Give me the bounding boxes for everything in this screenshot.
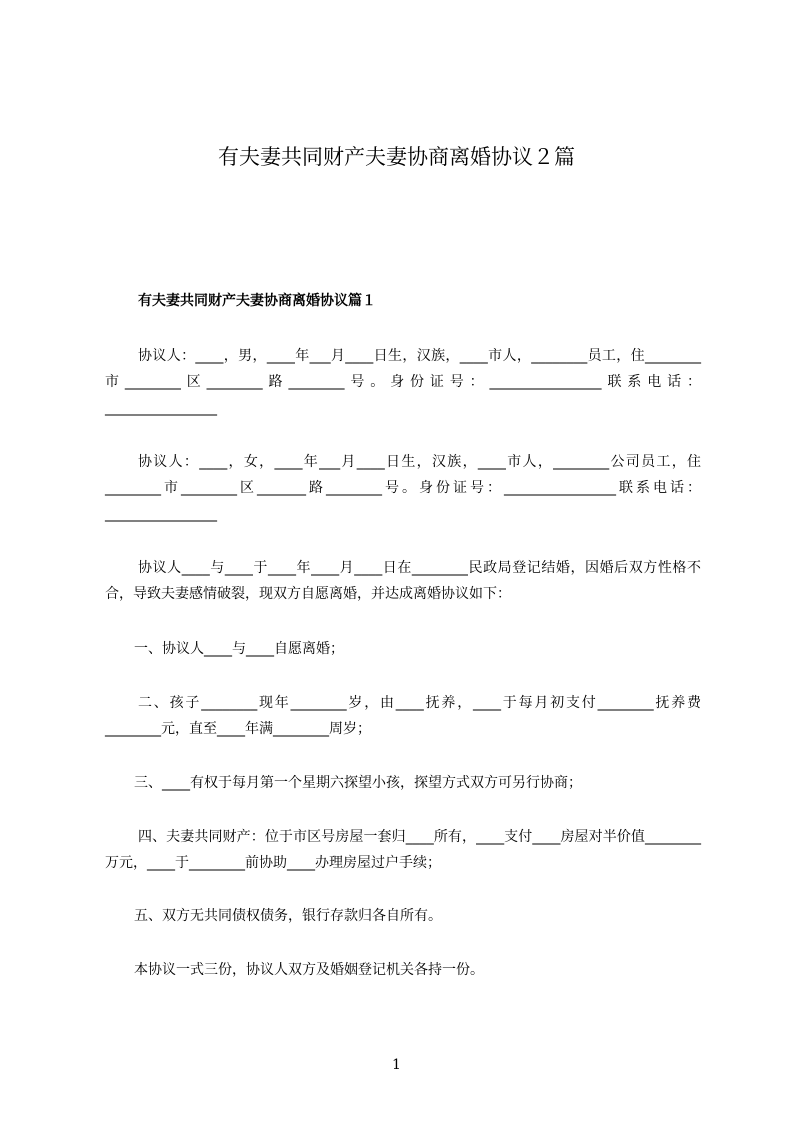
document-title: 有夫妻共同财产夫妻协商离婚协议２篇 (218, 145, 575, 169)
paragraph-copies: 本协议一式三份，协议人双方及婚姻登记机关各持一份。 (134, 962, 484, 978)
paragraph-marriage-info: 协议人____与____于____年____月____日在________民政局登记结婚，因婚后双方性格不合，导致夫妻感情破裂，现双方自愿离婚，并达成离婚协议如下： (105, 560, 701, 602)
paragraph-clause-4: 四、夫妻共同财产：位于市区号房屋一套归____所有，____支付____房屋对半价值________万元，____于________前协助____办理房屋过户手续； (105, 829, 701, 871)
paragraph-clause-2: 二、孩子________现年________岁，由____抚养，____于每月初支付________抚养费________元，直至____年满________周岁； (105, 695, 701, 737)
page-number: 1 (392, 1057, 401, 1073)
paragraph-clause-1: 一、协议人____与____自愿离婚； (134, 641, 344, 657)
section-heading: 有夫妻共同财产夫妻协商离婚协议篇１ (138, 293, 376, 309)
paragraph-party-one: 协议人：____，男，____年___月____日生，汉族，____市人，________员工，住________市________区________路________号。身份证号：________________联系电话：________________ (105, 348, 701, 416)
paragraph-party-two: 协议人：____，女，____年___月____日生，汉族，____市人，________公司员工，住________市________区_______路________号。身份证号：________________联系电话：________________ (105, 454, 701, 522)
paragraph-clause-5: 五、双方无共同债权债务，银行存款归各自所有。 (134, 908, 442, 924)
paragraph-clause-3: 三、____有权于每月第一个星期六探望小孩，探望方式双方可另行协商； (134, 775, 582, 791)
